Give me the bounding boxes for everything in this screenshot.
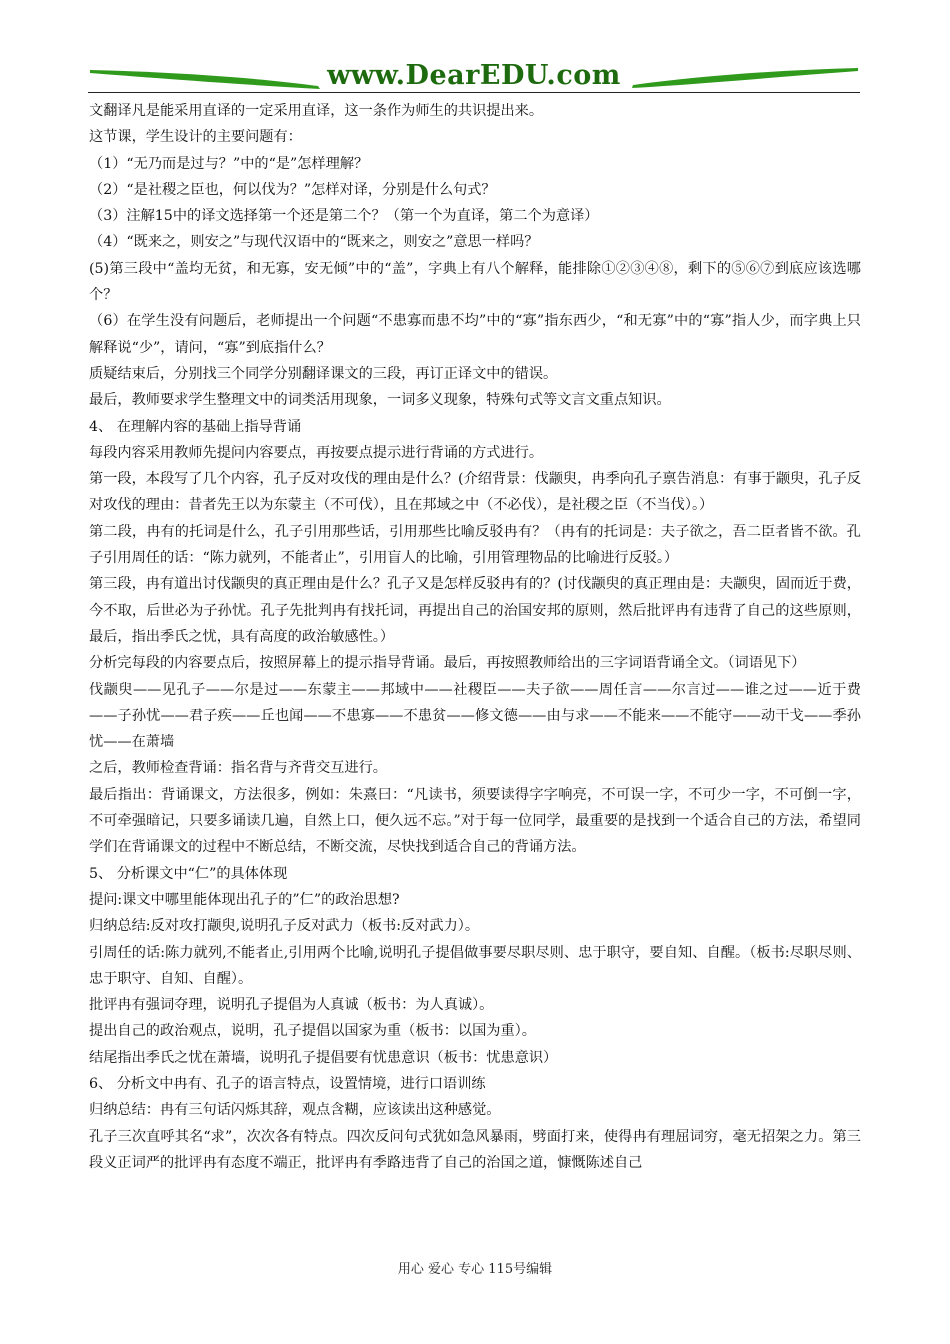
document-body	[89, 98, 861, 1176]
paragraph: 质疑结束后，分别找三个同学分别翻译课文的三段，再订正译文中的错误。	[89, 365, 558, 382]
question-item: （2）“是社稷之臣也，何以伐为？”怎样对译，分别是什么句式？	[89, 181, 496, 198]
paragraph: 分析完每段的内容要点后，按照屏幕上的提示指导背诵。最后，再按照教师给出的三字词语背诵全文。（词语见下）	[89, 655, 806, 672]
paragraph: 提问:课文中哪里能体现出孔子的”仁”的政治思想?	[89, 891, 400, 908]
paragraph: 这节课，学生设计的主要问题有：	[89, 129, 302, 146]
paragraph: 归纳总结：冉有三句话闪烁其辞，观点含糊，应该读出这种感觉。	[89, 1102, 501, 1119]
site-header	[88, 58, 860, 94]
paragraph: 孔子三次直呼其名“求”，次次各有特点。四次反问句式犹如急风暴雨，劈面打来，使得冉有理屈词穷，毫无招架之力。第三段义正词严的批评冉有态度不端正，批评冉有季路违背了自己的治国之道，慷慨陈述自己	[89, 1128, 861, 1171]
question-item: （1）“无乃而是过与？”中的“是”怎样理解？	[89, 155, 369, 172]
paragraph: 第三段，冉有道出讨伐颛臾的真正理由是什么？孔子又是怎样反驳冉有的？(讨伐颛臾的真正理由是：夫颛臾，固而近于费，今不取，后世必为子孙忧。孔子先批判冉有找托词，再提出自己的治国安邦的原则，然后批评冉有违背了自己的这些原则，最后，指出季氏之忧，具有高度的政治敏感性。）	[89, 576, 861, 645]
recitation-keywords: 伐颛臾——见孔子——尔是过——东蒙主——邦域中——社稷臣——夫子欲——周任言——尔言过——谁之过——近于费——子孙忧——君子疾——丘也闻——不患寡——不患贫——修文德——由与求——不能来——不能守——动干戈——季孙忧——在萧墙	[89, 681, 861, 751]
paragraph: 批评冉有强词夺理，说明孔子提倡为人真诚（板书：为人真诚）。	[89, 997, 494, 1014]
paragraph: 结尾指出季氏之忧在萧墙，说明孔子提倡要有忧患意识（板书：忧患意识）	[89, 1049, 558, 1066]
paragraph: 之后，教师检查背诵：指名背与齐背交互进行。	[89, 760, 387, 777]
paragraph: 第二段，冉有的托词是什么，孔子引用那些话，引用那些比喻反驳冉有？（冉有的托词是：夫子欲之，吾二臣者皆不欲。孔子引用周任的话：“陈力就列，不能者止”，引用盲人的比喻，引用管理物品的比喻进行反驳。）	[89, 523, 861, 567]
section-heading: 6、 分析文中冉有、孔子的语言特点，设置情境，进行口语训练	[89, 1075, 486, 1092]
question-item: （6）在学生没有问题后，老师提出一个问题“不患寡而患不均”中的“寡”指东西少，“和无寡”中的“寡”指人少，而字典上只解释说“少”，请问，“寡”到底指什么？	[89, 313, 861, 356]
question-item: （4）“既来之，则安之”与现代汉语中的“既来之，则安之”意思一样吗？	[89, 234, 539, 251]
paragraph: 归纳总结:反对攻打颛臾,说明孔子反对武力（板书:反对武力）。	[89, 918, 480, 935]
paragraph: 第一段，本段写了几个内容，孔子反对攻伐的理由是什么？(介绍背景：伐颛臾，冉季向孔子禀告消息：有事于颛臾，孔子反对攻伐的理由：昔者先王以为东蒙主（不可伐），且在邦域之中（不必伐），是社稷之臣（不当伐）。）	[89, 471, 861, 514]
paragraph: 引周任的话:陈力就列,不能者止,引用两个比喻,说明孔子提倡做事要尽职尽则、忠于职守，要自知、自醒。（板书:尽职尽则、忠于职守、自知、自醒）。	[89, 944, 861, 987]
question-item: （3）注解15中的译文选择第一个还是第二个？（第一个为直译，第二个为意译）	[89, 208, 599, 225]
paragraph: 提出自己的政治观点，说明，孔子提倡以国家为重（板书：以国为重）。	[89, 1023, 536, 1040]
section-heading: 5、 分析课文中“仁”的具体体现	[89, 865, 288, 882]
paragraph: 最后指出：背诵课文，方法很多，例如：朱熹曰：“凡读书，须要读得字字响亮，不可误一字，不可少一字，不可倒一字，不可牵强暗记，只要多诵读几遍，自然上口，便久远不忘。”对于每一位同学，最重要的是找到一个适合自己的方法，希望同学们在背诵课文的过程中不断总结，不断交流，尽快找到适合自己的背诵方法。	[89, 786, 861, 856]
header-divider	[88, 92, 860, 93]
page-footer: 用心 爱心 专心 115号编辑	[397, 1262, 553, 1277]
section-heading: 4、 在理解内容的基础上指导背诵	[89, 418, 302, 435]
question-item: (5)第三段中“盖均无贫，和无寡，安无倾”中的“盖”，字典上有八个解释，能排除①②③④⑧，剩下的⑤⑥⑦到底应该选哪个？	[89, 260, 861, 304]
paragraph: 文翻译凡是能采用直译的一定采用直译，这一条作为师生的共识提出来。	[89, 103, 544, 119]
site-logo[interactable]: www.DearEDU.com	[327, 60, 621, 91]
paragraph: 每段内容采用教师先提问内容要点，再按要点提示进行背诵的方式进行。	[89, 444, 544, 461]
paragraph: 最后，教师要求学生整理文中的词类活用现象，一词多义现象，特殊句式等文言文重点知识。	[89, 392, 671, 409]
